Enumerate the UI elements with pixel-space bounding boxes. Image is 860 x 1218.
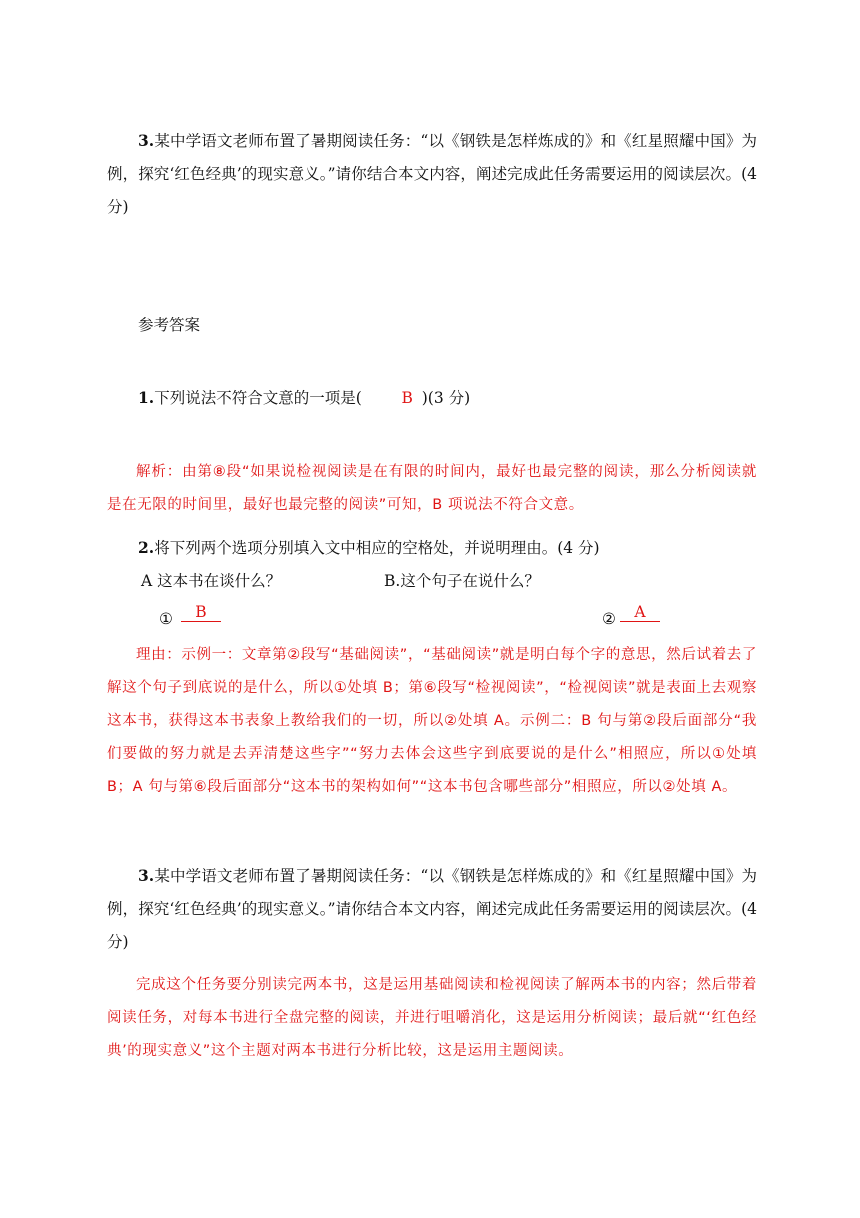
blank-1-answer: B — [181, 603, 221, 622]
question-number: 3. — [138, 866, 155, 885]
question-number: 2. — [138, 538, 155, 557]
blanks-row — [107, 603, 757, 636]
question-number: 1. — [138, 388, 155, 407]
options-row — [107, 565, 757, 598]
option-b: B.这个句子在说什么？ — [384, 572, 540, 590]
question-text: 某中学语文老师布置了暑期阅读任务：“以《钢铁是怎样炼成的》和《红星照耀中国》为例，探究‘红色经典’的现实意义。”请你结合本文内容，阐述完成此任务需要运用的阅读层次。(4 分) — [107, 867, 757, 951]
question-number: 3. — [138, 131, 155, 150]
blank-2-answer: A — [620, 603, 660, 622]
question-1 — [107, 381, 757, 415]
question-text-end: )(3 分) — [421, 389, 471, 407]
question-text: 将下列两个选项分别填入文中相应的空格处，并说明理由。(4 分) — [154, 539, 600, 557]
question-3 — [107, 859, 757, 959]
blank-1-label: ① — [159, 610, 173, 628]
question-3-answer: 完成这个任务要分别读完两本书，这是运用基础阅读和检视阅读了解两本书的内容；然后带着阅读任务，对每本书进行全盘完整的阅读，并进行咀嚼消化，这是运用分析阅读；最后就“‘红色经典’的现实意义”这个主题对两本书进行分析比较，这是运用主题阅读。 — [107, 977, 757, 1059]
question-3-top — [107, 124, 757, 224]
question-2 — [107, 531, 757, 565]
answer-blank: B — [401, 389, 413, 407]
question-text: 某中学语文老师布置了暑期阅读任务：“以《钢铁是怎样炼成的》和《红星照耀中国》为例，探究‘红色经典’的现实意义。”请你结合本文内容，阐述完成此任务需要运用的阅读层次。(4 分) — [107, 132, 757, 216]
question-1-analysis: 解析：由第⑧段“如果说检视阅读是在有限的时间内，最好也最完整的阅读，那么分析阅读就是在无限的时间里，最好也最完整的阅读”可知，B 项说法不符合文意。 — [107, 464, 757, 513]
question-text: 下列说法不符合文意的一项是( — [154, 389, 362, 407]
blank-2-label: ② — [602, 610, 616, 628]
option-a: A 这本书在谈什么？ — [141, 572, 282, 590]
answer-heading: 参考答案 — [138, 316, 201, 334]
question-2-reason: 理由：示例一：文章第②段写“基础阅读”，“基础阅读”就是明白每个字的意思，然后试着去了解这个句子到底说的是什么，所以①处填 B；第⑥段写“检视阅读”，“检视阅读”就是表面上去观察这本书，获得这本书表象上教给我们的一切，所以②处填 A。示例二：B 句与第②段后面部分“我们要做的努力就是去弄清楚这些字”“努力去体会这些字到底要说的是什么”相照应，所以①处填 B；A 句与第⑥段后面部分“这本书的架构如何”“这本书包含哪些部分”相照应，所以②处填 A。 — [107, 647, 757, 795]
